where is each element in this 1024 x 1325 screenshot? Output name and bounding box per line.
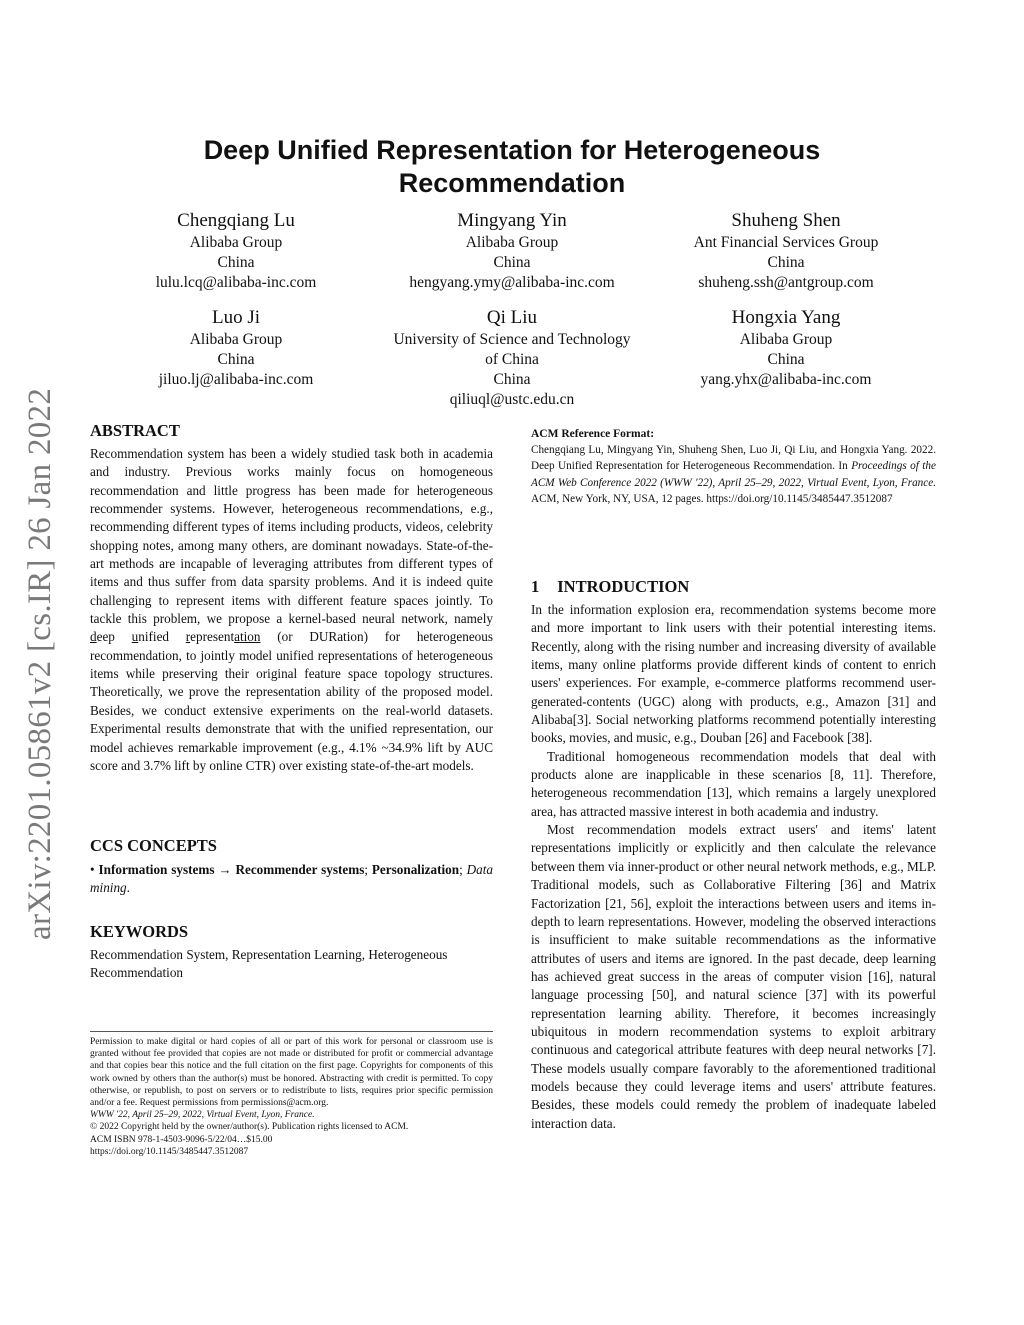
ccs-arrow: → (214, 862, 236, 877)
author-email: lulu.lcq@alibaba-inc.com (155, 274, 317, 291)
author-country: China (767, 254, 805, 271)
title-line-2: Recommendation (398, 168, 626, 198)
author-email: hengyang.ymy@alibaba-inc.com (409, 274, 615, 291)
acronym-letter: ation (234, 629, 261, 645)
acm-reference-rest: ACM, New York, NY, USA, 12 pages. https://doi.org/10.1145/3485447.3512087 (531, 492, 893, 505)
author-name: Luo Ji (211, 307, 261, 328)
author-email: shuheng.ssh@antgroup.com (698, 274, 874, 291)
author-affiliation: Alibaba Group (189, 331, 283, 348)
paragraph: Traditional homogeneous recommendation models that deal with products alone are inapplicable in these scenarios [8, 11]. Therefore, heterogeneous recommendation [13], which remains a largely unexplored area, has attracted massive interest in both academia and industry. (531, 748, 936, 819)
author-affiliation: Alibaba Group (739, 331, 833, 348)
author-block (362, 208, 662, 293)
ccs-separator: ; (459, 862, 467, 877)
author-affiliation: Alibaba Group (189, 234, 283, 251)
ccs-bullet: • (90, 862, 99, 877)
abstract-text: (or DURation) for heterogeneous recommendation, to jointly model unified representations of heterogeneous items while preserving their original feature space topology structures. Theoretically, we prove the representation ability of the proposed model. Besides, we conduct extensive experiments on the real-world datasets. Experimental results demonstrate that with the unified representation, our model achieves remarkable improvement (e.g., 4.1% ~34.9% lift by AUC score and 3.7% lift by online CTR) over existing state-of-the-art models. (90, 629, 493, 773)
section-title: INTRODUCTION (557, 577, 690, 596)
copyright-footnote (90, 1031, 493, 1158)
paragraph: Most recommendation models extract users' and items' latent representations implicitly or explicitly and then calculate the relevance between them via inner-product or other neural network methods, e.g., MLP. Traditional models, such as Collaborative Filtering [36] and Matrix Factorization [21, 56], exploit the interactions between users and items in-depth to learn representations. However, modeling the observed interactions is insufficient to make suitable recommendations as the informative attributes of users and items are ignored. In the past decade, deep learning has achieved great success in the areas of computer vision [16], natural language processing [50], and natural science [37] with its powerful representation learning ability. Therefore, it becomes increasingly ubiquitous in modern recommendation systems to exploit arbitrary continuous and categorical attribute features with deep neural networks [7]. These models usually compare favorably to the aforementioned traditional models because they could leverage items and users' attribute features. Besides, these models could remedy the problem of inadequate labeled interaction data. (531, 822, 936, 1131)
author-email: yang.yhx@alibaba-inc.com (700, 371, 872, 388)
acm-reference-proceedings: Proceedings of the ACM Web Conference 2022 (WWW '22), April 25–29, 2022, Virtual Event, Lyon, France. (531, 460, 936, 489)
author-name: Chengqiang Lu (177, 210, 295, 231)
author-name: Shuheng Shen (731, 210, 841, 231)
author-block (362, 305, 662, 410)
author-country: China (217, 351, 255, 368)
isbn-line: ACM ISBN 978-1-4503-9096-5/22/04…$15.00 (90, 1134, 273, 1145)
acronym-rest: eep (96, 629, 132, 645)
introduction-body (531, 601, 936, 1133)
abstract-heading: ABSTRACT (90, 421, 180, 440)
paragraph: In the information explosion era, recommendation systems become more and more important to link users with their potential interesting items. Recently, along with the rising number and increasing diversity of available items, many online platforms provide different kinds of content to enrich users' experiences. For example, e-commerce platforms recommend user-generated-contents (UGC) along with products, e.g., Amazon [31] and Alibaba[3]. Social networking platforms recommend potentially interesting books, movies, and music, e.g., Douban [26] and Facebook [38]. (531, 602, 936, 746)
venue-line: WWW '22, April 25–29, 2022, Virtual Event, Lyon, France. (90, 1110, 315, 1121)
doi-line: https://doi.org/10.1145/3485447.3512087 (90, 1146, 249, 1157)
author-affiliation-cont: of China (485, 351, 539, 368)
author-block (636, 305, 936, 390)
permission-notice: Permission to make digital or hard copies of all or part of this work for personal or classroom use is granted without fee provided that copies are not made or distributed for profit or commercial advantage and that copies bear this notice and the full citation on the first page. Copyrights for components of this work owned by others than the author(s) must be honored. Abstracting with credit is permitted. To copy otherwise, or republish, to post on servers or to redistribute to lists, requires prior specific permission and/or a fee. Request permissions from permissions@acm.org. (90, 1037, 493, 1109)
title-line-1: Deep Unified Representation for Heterogeneous (203, 135, 821, 165)
abstract-body (90, 445, 493, 775)
acm-reference-authors: Chengqiang Lu, Mingyang Yin, Shuheng Shen, Luo Ji, Qi Liu, and Hongxia Yang. 2022. Deep Unified Representation for Heterogeneous Recommendation. In (531, 444, 936, 473)
acronym-letter: u (131, 629, 139, 645)
author-email: jiluo.lj@alibaba-inc.com (158, 371, 314, 388)
author-country: China (493, 254, 531, 271)
ccs-term: Information systems (98, 862, 215, 877)
author-name: Mingyang Yin (457, 210, 567, 231)
author-affiliation: Alibaba Group (465, 234, 559, 251)
author-name: Hongxia Yang (731, 307, 841, 328)
author-country: China (767, 351, 805, 368)
section-number: 1 (531, 577, 540, 596)
author-name: Qi Liu (486, 307, 538, 328)
acronym-letter: d (90, 629, 97, 645)
footnote-rule (90, 1031, 493, 1032)
acm-reference-label: ACM Reference Format: (531, 428, 655, 440)
ccs-end: . (126, 880, 130, 896)
author-block (636, 208, 936, 293)
introduction-heading (531, 577, 689, 597)
acronym-rest: epresent (190, 629, 235, 645)
keywords-text: Recommendation System, Representation Learning, Heterogeneous Recommendation (90, 947, 448, 981)
author-block (86, 305, 386, 390)
author-affiliation: Ant Financial Services Group (693, 234, 879, 251)
ccs-term: Personalization (371, 862, 460, 877)
ccs-concepts (90, 861, 493, 898)
acronym-rest: nified (138, 629, 186, 645)
arxiv-stamp: arXiv:2201.05861v2 [cs.IR] 26 Jan 2022 (22, 387, 58, 940)
keywords-heading: KEYWORDS (90, 922, 189, 941)
acm-reference-format (531, 426, 936, 507)
abstract-text: Recommendation system has been a widely studied task both in academia and industry. Previous works mainly focus on homogeneous recommendation and little progress has been made for heterogeneous recommender systems. However, heterogeneous recommendations, e.g., recommending different types of items including products, videos, celebrity shopping notes, among many others, are dominant nowadays. State-of-the-art methods are incapable of leveraging attributes from different types of items and thus suffer from data sparsity problems. And it is indeed quite challenging to represent items with different feature spaces jointly. To tackle this problem, we propose a kernel-based neural network, namely (90, 446, 493, 627)
ccs-term: Recommender systems (235, 862, 365, 877)
author-country: China (217, 254, 255, 271)
paper-title (0, 134, 1024, 200)
author-country: China (493, 371, 531, 388)
acronym-letter: r (185, 629, 191, 645)
author-block (86, 208, 386, 293)
ccs-heading: CCS CONCEPTS (90, 836, 217, 855)
copyright-line: © 2022 Copyright held by the owner/author(s). Publication rights licensed to ACM. (90, 1122, 409, 1133)
author-affiliation: University of Science and Technology (393, 331, 631, 348)
ccs-separator: ; (364, 862, 372, 877)
author-email: qiliuql@ustc.edu.cn (449, 391, 575, 408)
ccs-term: Data mining (90, 862, 493, 896)
